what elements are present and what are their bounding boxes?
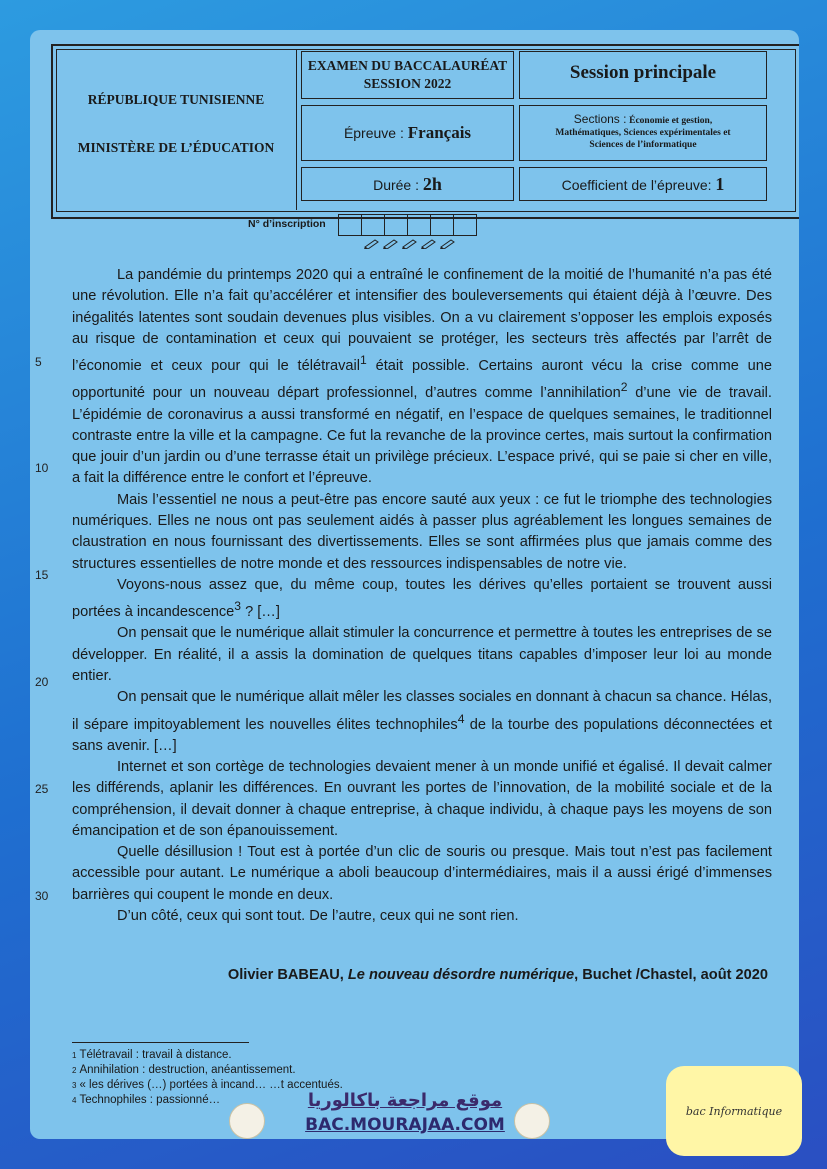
footnote-number: 3 <box>72 1081 77 1090</box>
inscription-digit-box[interactable] <box>384 214 408 236</box>
line-number: 20 <box>35 675 49 689</box>
inscription-label: N° d’inscription <box>248 218 326 230</box>
paragraph: On pensait que le numérique allait stimuler la concurrence et permettre à toutes les entreprises de se développer. En réalité, il a assis la domination de quelques titans capables d’imposer leur loi au monde entier. <box>72 625 772 684</box>
paragraph: D’un côté, ceux qui sont tout. De l’autre, ceux qui ne sont rien. <box>117 908 519 925</box>
bac-informatique-badge[interactable] <box>666 1066 802 1156</box>
passage-text <box>72 265 772 927</box>
paragraph-text: d’une vie de travail. L’épidémie de coronavirus a aussi transformé en négatif, en l’espace de quelques semaines, le traditionnel contraste entre la ville et la campagne. Ce fut la revanche de la province certes, mais surtout la confirmation que jouir d’un jardin ou d’une terrasse était un privilège précieux. L’espace privé, qui se paie si cher en ville, a fait la différence entre le confort et l’épreuve. <box>72 385 772 487</box>
site-logo-icon <box>229 1103 265 1139</box>
citation-book: Le nouveau désordre numérique <box>347 967 575 983</box>
coefficient-box <box>519 167 767 201</box>
exam-sheet <box>30 30 799 1139</box>
paragraph: Mais l’essentiel ne nous a peut-être pas encore sauté aux yeux : ce fut le triomphe des technologies numériques. Elles ne nous ont pas seulement aidés à passer plus agréablement les longues semaines de claustration en nous fournissant des divertissements. Elles se sont affirmées plus que jamais comme des structures essentielles de notre monde et des ressources indispensables de notre vie. <box>72 491 772 572</box>
footnote-ref: 3 <box>234 599 242 614</box>
epreuve-value: Français <box>407 123 472 142</box>
line-number: 25 <box>35 782 49 796</box>
source-citation <box>72 967 768 983</box>
banner-arabic-text[interactable]: موقع مراجعة باكالوريا <box>307 1090 503 1111</box>
inscription-digit-box[interactable] <box>361 214 385 236</box>
paragraph-text: de la tourbe des populations déconnectées et sans avenir. […] <box>72 716 772 754</box>
duree-value: 2h <box>422 174 442 194</box>
banner-site-url[interactable]: BAC.MOURAJAA.COM <box>305 1115 505 1135</box>
epreuve-box <box>301 105 514 161</box>
sections-line2: Mathématiques, Sciences expérimentales et <box>555 128 731 138</box>
pencil-icon <box>364 239 380 249</box>
paragraph <box>72 575 772 623</box>
inscription-digit-box[interactable] <box>338 214 362 236</box>
epreuve-label: Épreuve : <box>343 125 404 141</box>
line-number: 15 <box>35 568 49 582</box>
watermark-banner[interactable] <box>300 1090 510 1135</box>
footnote <box>72 1063 343 1078</box>
inscription-number-field[interactable] <box>339 214 477 236</box>
pencil-icon <box>440 239 456 249</box>
footnote-ref: 1 <box>360 353 367 368</box>
paragraph-text: ? […] <box>241 604 280 621</box>
session-box <box>519 51 767 99</box>
line-number: 5 <box>35 355 42 369</box>
sections-label: Sections : <box>573 112 627 126</box>
sections-line3: Sciences de l’informatique <box>589 140 697 150</box>
header-left-panel <box>56 49 297 210</box>
footnote-text: Annihilation : destruction, anéantissement. <box>79 1064 296 1076</box>
paragraph-text: était possible. Certains auront vécu la crise comme une opportunité pour un nouveau départ professionnel, d’autres comme l’annihilation <box>72 358 772 402</box>
site-logo-icon <box>514 1103 550 1139</box>
duree-box <box>301 167 514 201</box>
footnote <box>72 1048 343 1063</box>
inscription-digit-box[interactable] <box>430 214 454 236</box>
paragraph: Internet et son cortège de technologies devaient mener à un monde unifié et égalisé. Il devait calmer les différends, aplanir les différences. En ouvrant les portes de l’innovation, de la mobilité sociale et de la compréhension, il devait donner à chaque entreprise, à chaque individu, à chaque pays les moyens de son émancipation et de son épanouissement. <box>72 758 772 839</box>
footnote-text: « les dérives (…) portées à incand… …t accentués. <box>79 1079 343 1091</box>
footnote-text: Télétravail : travail à distance. <box>79 1049 232 1061</box>
line-number: 10 <box>35 461 49 475</box>
footnote-ref: 4 <box>457 711 465 726</box>
ministry-label: MINISTÈRE DE L’ÉDUCATION <box>77 140 275 155</box>
paragraph-text: On pensait que le numérique allait mêler les classes sociales en donnant à chacun sa chance. Hélas, il sépare impitoyablement les nouvelles élites technophiles <box>72 689 772 733</box>
footnote-ref: 2 <box>620 380 628 395</box>
footnote-divider <box>72 1042 249 1043</box>
badge-text: bac Informatique <box>685 1104 783 1118</box>
sections-line1: Économie et gestion, <box>629 116 713 126</box>
pencil-icon <box>421 239 437 249</box>
exam-session-year: SESSION 2022 <box>363 76 452 91</box>
coefficient-value: 1 <box>715 174 725 194</box>
session-type: Session principale <box>569 62 717 83</box>
footnote-text: Technophiles : passionné… <box>79 1094 221 1106</box>
inscription-digit-box[interactable] <box>453 214 477 236</box>
exam-title: EXAMEN DU BACCALAURÉAT <box>307 58 508 73</box>
paragraph-text: La pandémie du printemps 2020 qui a entraîné le confinement de la moitié de l’humanité n’a pas été une révolution. Elle n’a fait qu’accélérer et intensifier des bouleversements qui étaient déjà à l’œuvre. Des inégalités latentes sont soudain devenues plus visibles. On a vu clairement s’opposer les emplois exposés au risque de contamination et ceux qui pouvaient se protéger, les secteurs très affectés par l’arrêt de l’économie et ceux pour qui le télétravail <box>72 267 772 375</box>
paragraph-text: Voyons-nous assez que, du même coup, toutes les dérives qu’elles portaient se trouvent aussi portées à incandescence <box>72 576 772 621</box>
exam-title-box <box>301 51 514 99</box>
footnote-number: 2 <box>72 1066 77 1075</box>
line-number: 30 <box>35 889 49 903</box>
pencil-icon <box>402 239 418 249</box>
duree-label: Durée : <box>373 177 419 193</box>
paragraph <box>72 265 772 490</box>
footnote-number: 4 <box>72 1096 77 1105</box>
pencil-ornament <box>364 239 456 249</box>
citation-author: Olivier BABEAU, <box>227 967 348 983</box>
paragraph: Quelle désillusion ! Tout est à portée d’un clic de souris ou presque. Mais tout n’est pas facilement accessible pour autant. Le numérique a aboli beaucoup d’intermédiaires, mais il a aussi érigé d’immenses barrières qui coupent le monde en deux. <box>72 844 772 903</box>
paragraph <box>72 687 772 757</box>
citation-publisher: , Buchet /Chastel, août 2020 <box>574 967 768 983</box>
pencil-icon <box>383 239 399 249</box>
coefficient-label: Coefficient de l’épreuve: <box>561 177 712 193</box>
republic-label: RÉPUBLIQUE TUNISIENNE <box>87 92 265 107</box>
footnote-number: 1 <box>72 1051 77 1060</box>
inscription-digit-box[interactable] <box>407 214 431 236</box>
sections-box <box>519 105 767 161</box>
